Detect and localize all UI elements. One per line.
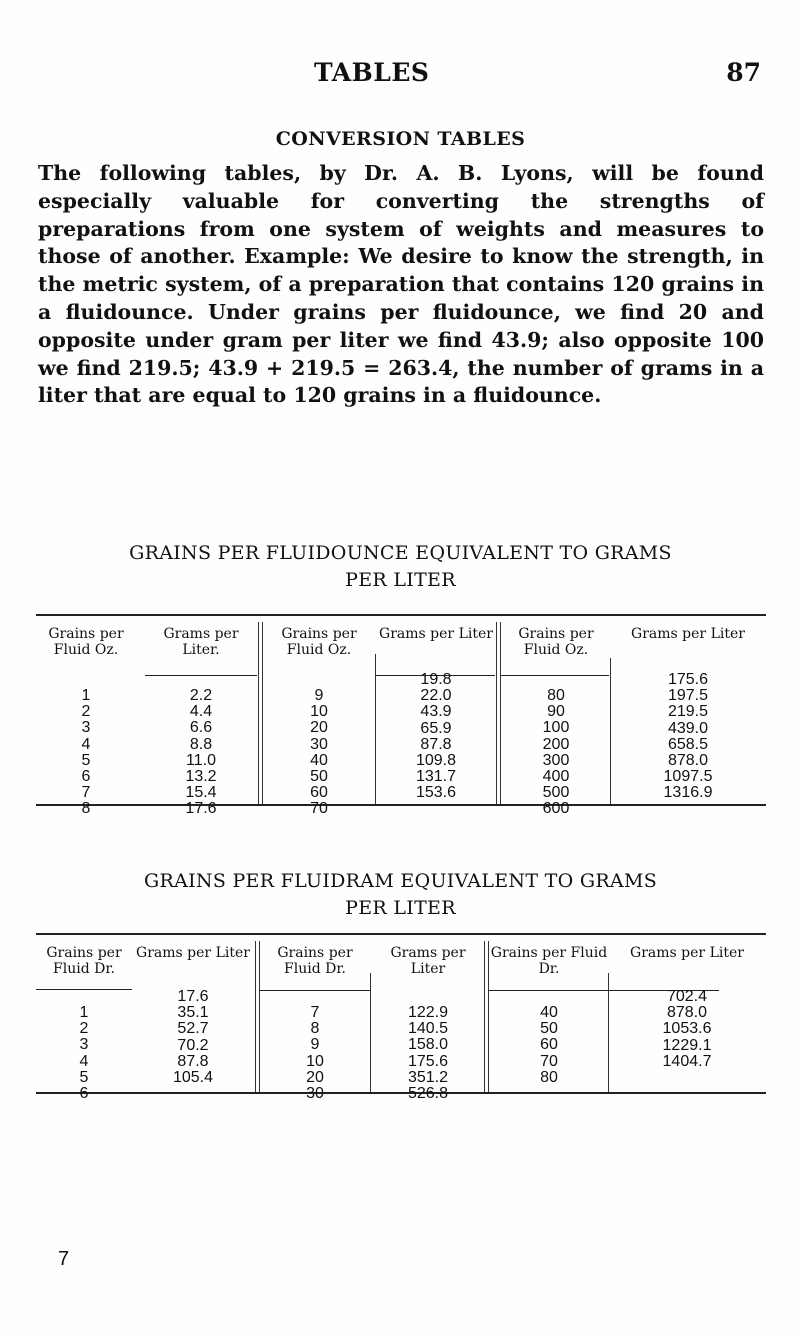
table1-column [376, 626, 496, 802]
table-cell: 2 [79, 1020, 89, 1038]
table-cell: 80 [540, 1068, 558, 1086]
table-cell: 105.4 [172, 1068, 214, 1086]
table-cell: 87.8 [420, 735, 452, 753]
table2-top-rule [36, 933, 766, 935]
table-cell: 43.9 [420, 703, 452, 721]
table2-column [372, 945, 484, 1102]
table-cell: 22.0 [420, 687, 452, 705]
running-title: TABLES [314, 58, 430, 87]
table-cell: 3 [81, 719, 91, 737]
table-cell: 30 [310, 735, 328, 753]
table-cell: 9 [314, 687, 324, 704]
column-header: Grams per Liter [390, 945, 466, 977]
column-header: Grams per Liter [631, 626, 745, 642]
table-cell: 4 [81, 735, 91, 753]
table-cell: 10 [306, 1052, 324, 1070]
table-cell: 6 [79, 1084, 89, 1102]
table-cell: 17.6 [185, 800, 217, 818]
column-header: Grains per Fluid Oz. [48, 626, 124, 658]
table-cell: 20 [310, 719, 328, 737]
table-cell: 6 [81, 767, 91, 785]
table-cell: 19.8 [420, 671, 452, 688]
table-cell: 300 [542, 751, 570, 769]
table2-column [36, 945, 132, 1102]
table2-column [132, 945, 254, 1086]
table-cell: 8 [310, 1020, 320, 1038]
intro-paragraph: The following tables, by Dr. A. B. Lyons, will be found especially valuable for converting the strengths of preparations from one system of weights and measures to those of another. Example: We desire to know the strength, in the metric system, of a preparation that contains 120 grains in a fluidounce. Under grains per fluidounce, we find 20 and opposite under gram per liter we find 43.9; also opposite 100 we find 219.5; 43.9 + 219.5 = 263.4, the number of grams in a liter that are equal to 120 grains in a fluidounce. [38, 161, 764, 408]
table-cell: 50 [540, 1020, 558, 1038]
table1-divider [258, 622, 259, 804]
table-cell: 131.7 [415, 768, 457, 786]
table-cell: 35.1 [177, 1004, 209, 1022]
table-cell: 70.2 [177, 1036, 209, 1054]
table1-top-rule [36, 614, 766, 616]
table-cell: 4 [79, 1052, 89, 1070]
table-cell: 11.0 [186, 751, 216, 769]
table-cell: 60 [540, 1036, 558, 1054]
table-cell: 65.9 [420, 719, 452, 737]
table-cell: 17.6 [177, 988, 209, 1005]
table-cell: 219.5 [667, 703, 709, 721]
table1-column [36, 626, 136, 818]
table-cell: 500 [542, 784, 570, 802]
table-cell: 52.7 [177, 1020, 209, 1038]
table2-column [261, 945, 369, 1102]
table-cell: 87.8 [177, 1052, 209, 1070]
table1 [36, 614, 766, 818]
column-header: Grains per Fluid Dr. [277, 945, 353, 977]
table-cell: 109.8 [415, 751, 457, 769]
table-cell: 8.8 [189, 735, 213, 753]
table-cell: 13.2 [185, 767, 217, 785]
table-cell: 80 [547, 687, 565, 704]
column-header: Grams per Liter [630, 945, 744, 961]
table-cell: 10 [310, 703, 328, 721]
table2-divider [255, 941, 256, 1092]
table-cell: 4.4 [189, 703, 213, 721]
table-cell: 158.0 [407, 1036, 449, 1054]
table-cell: 5 [81, 751, 91, 769]
table-cell: 8 [81, 800, 91, 818]
table-cell: 400 [542, 767, 570, 785]
table-cell: 100 [542, 719, 570, 737]
table2-column [490, 945, 608, 1086]
table-cell: 658.5 [667, 735, 709, 753]
table1-column [502, 626, 610, 818]
table-cell: 600 [542, 800, 570, 818]
table-cell: 1229.1 [662, 1036, 712, 1054]
table-cell: 50 [310, 767, 328, 785]
column-header: Grams per Liter [379, 626, 493, 642]
table-cell: 153.6 [415, 784, 457, 802]
table1-title [0, 540, 801, 594]
table-cell: 90 [547, 703, 565, 721]
table1-divider [496, 622, 497, 804]
table-cell: 175.6 [407, 1052, 449, 1070]
table-cell: 197.5 [667, 687, 709, 705]
table-cell: 175.6 [667, 671, 709, 688]
table1-column [144, 626, 258, 818]
column-header: Grains per Fluid Dr. [490, 945, 608, 977]
table-cell: 30 [306, 1084, 324, 1102]
table2-title-line1: GRAINS PER FLUIDRAM EQUIVALENT TO GRAMS [143, 870, 658, 892]
table2-title [0, 868, 801, 922]
table1-column [264, 626, 374, 818]
table-cell: 351.2 [407, 1068, 449, 1086]
table-cell: 7 [81, 784, 91, 802]
table-cell: 3 [79, 1036, 89, 1054]
table-cell: 6.6 [189, 719, 213, 737]
table2 [36, 933, 766, 1102]
table-cell: 1 [81, 687, 91, 704]
table2-column [610, 945, 764, 1070]
page-number: 87 [726, 58, 761, 87]
table-cell: 1316.9 [663, 784, 713, 802]
section-title: CONVERSION TABLES [275, 128, 526, 150]
table-cell: 878.0 [666, 1004, 708, 1022]
table1-title-line1: GRAINS PER FLUIDOUNCE EQUIVALENT TO GRAMS [129, 542, 672, 564]
table-cell: 140.5 [407, 1020, 449, 1038]
column-header: Grams per Liter. [163, 626, 239, 658]
footer-mark: 7 [58, 1248, 70, 1270]
table-cell: 439.0 [667, 719, 709, 737]
column-header: Grams per Liter [136, 945, 250, 961]
table-cell: 878.0 [667, 751, 709, 769]
table-cell: 200 [542, 735, 570, 753]
table-cell: 60 [310, 784, 328, 802]
table-cell: 5 [79, 1068, 89, 1086]
table1-column [612, 626, 764, 802]
column-header: Grains per Fluid Oz. [281, 626, 357, 658]
table-cell: 40 [540, 1004, 558, 1021]
table-cell: 702.4 [666, 988, 708, 1005]
table-cell: 7 [310, 1004, 320, 1021]
table-cell: 20 [306, 1068, 324, 1086]
table-cell: 15.4 [185, 784, 217, 802]
table1-title-line2: PER LITER [345, 569, 456, 591]
table-cell: 70 [540, 1052, 558, 1070]
table-cell: 526.8 [407, 1084, 449, 1102]
running-head [0, 58, 801, 98]
table-cell: 1404.7 [662, 1052, 712, 1070]
column-header: Grains per Fluid Oz. [518, 626, 594, 658]
table2-divider [484, 941, 485, 1092]
table-cell: 1053.6 [662, 1020, 712, 1038]
table2-title-line2: PER LITER [345, 897, 456, 919]
table-cell: 70 [310, 800, 328, 818]
table-cell: 2 [81, 703, 91, 721]
table-cell: 122.9 [407, 1004, 449, 1021]
table-cell: 40 [310, 751, 328, 769]
table-cell: 1 [79, 1004, 89, 1021]
table-cell: 2.2 [189, 687, 213, 704]
table-cell: 1097.5 [663, 768, 713, 786]
column-header: Grains per Fluid Dr. [46, 945, 122, 977]
table-cell: 9 [310, 1036, 320, 1054]
